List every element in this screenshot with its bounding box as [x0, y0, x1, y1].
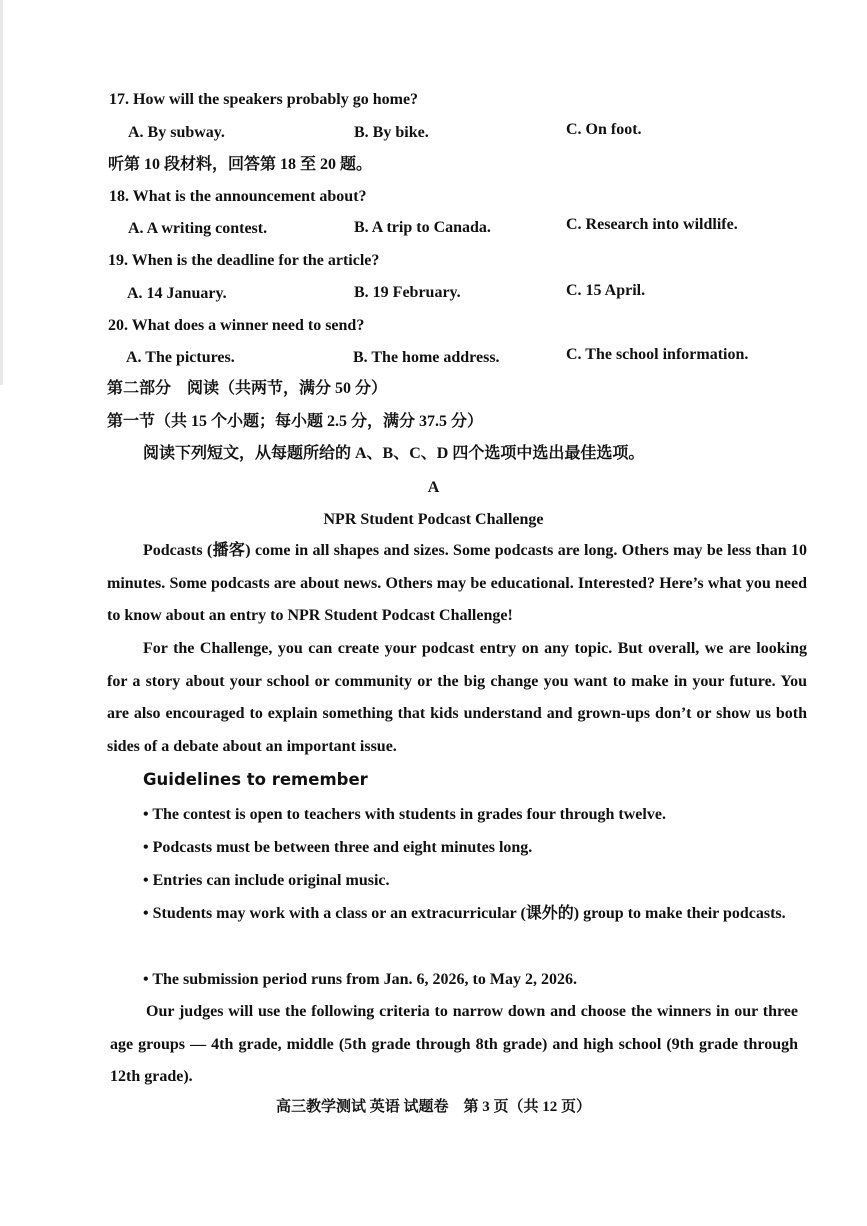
listening-instruction-10: 听第 10 段材料，回答第 18 至 20 题。: [108, 156, 373, 173]
section-one-heading: 第一节（共 15 个小题；每小题 2.5 分，满分 37.5 分）: [107, 413, 484, 430]
scan-edge-shadow: [0, 0, 3, 385]
question-18-option-a: A. A writing contest.: [128, 220, 268, 237]
question-17-option-b: B. By bike.: [354, 124, 429, 141]
question-19-option-c: C. 15 April.: [566, 282, 646, 299]
reading-instruction: 阅读下列短文，从每题所给的 A、B、C、D 四个选项中选出最佳选项。: [143, 445, 645, 462]
page-footer: 高三教学测试 英语 试题卷 第 3 页（共 12 页）: [275, 1099, 591, 1115]
question-17-option-a: A. By subway.: [128, 124, 225, 141]
passage-title: NPR Student Podcast Challenge: [323, 511, 544, 528]
question-19-option-b: B. 19 February.: [354, 284, 461, 301]
question-20-option-c: C. The school information.: [566, 346, 749, 363]
guidelines-heading: Guidelines to remember: [143, 770, 368, 789]
question-20-option-b: B. The home address.: [353, 349, 500, 366]
question-20-option-a: A. The pictures.: [126, 349, 235, 366]
passage-paragraph-1: Podcasts (播客) come in all shapes and sizes. Some podcasts are long. Others may be less than 10 minutes. Some podcasts are about news. Others may be educational. Interested? Here’s what you need to know about an entry to NPR Student Podcast Challenge!: [107, 542, 807, 624]
guideline-item: • Entries can include original music.: [143, 872, 390, 889]
passage-label: A: [427, 479, 440, 496]
part-two-heading: 第二部分 阅读（共两节，满分 50 分）: [107, 380, 388, 397]
passage-closing-paragraph: Our judges will use the following criteria to narrow down and choose the winners in our three age groups — 4th grade, middle (5th grade through 8th grade) and high school (9th grade through 12th grade).: [110, 1003, 798, 1085]
question-18-option-c: C. Research into wildlife.: [566, 216, 738, 233]
guideline-item: • Students may work with a class or an extracurricular (课外的) group to make their podcasts.: [143, 905, 786, 922]
question-17-option-c: C. On foot.: [566, 121, 642, 138]
question-17-stem: 17. How will the speakers probably go home?: [109, 91, 419, 108]
question-19-option-a: A. 14 January.: [127, 285, 227, 302]
question-18-option-b: B. A trip to Canada.: [354, 219, 491, 236]
question-19-stem: 19. When is the deadline for the article?: [108, 252, 380, 269]
guideline-item: • The submission period runs from Jan. 6, 2026, to May 2, 2026.: [143, 971, 577, 988]
passage-paragraph-2: For the Challenge, you can create your podcast entry on any topic. But overall, we are looking for a story about your school or community or the big change you want to make in your future. You are also encouraged to explain something that kids understand and grown-ups don’t or show us both sides of a debate about an important issue.: [107, 640, 807, 755]
guideline-item: • Podcasts must be between three and eight minutes long.: [143, 839, 533, 856]
question-18-stem: 18. What is the announcement about?: [109, 188, 367, 205]
question-20-stem: 20. What does a winner need to send?: [108, 317, 365, 334]
guideline-item: • The contest is open to teachers with students in grades four through twelve.: [143, 806, 666, 823]
